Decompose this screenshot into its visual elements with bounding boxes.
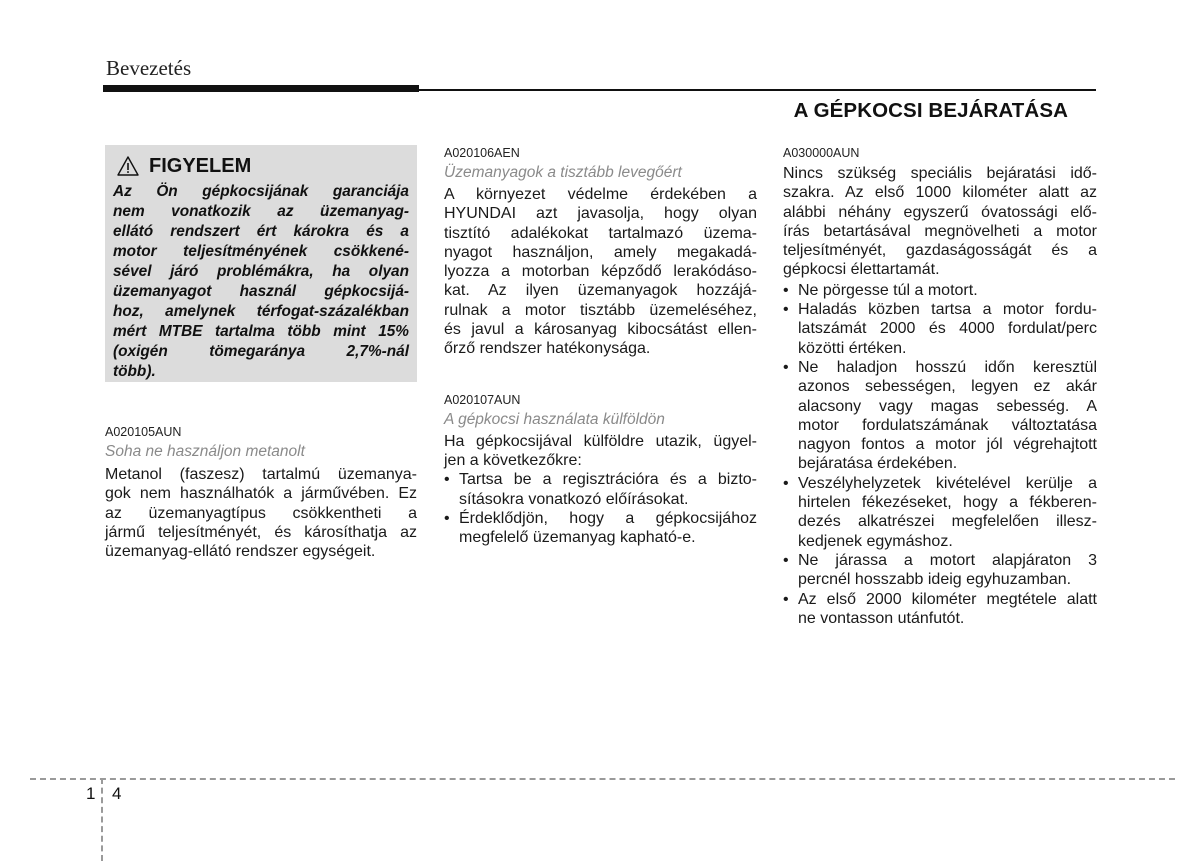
warning-line: hoz, amelynek térfogat-százalékban — [113, 303, 409, 320]
section-subtitle: Üzemanyagok a tisztább levegőért — [444, 164, 682, 181]
warning-triangle-icon — [117, 156, 139, 176]
text-line: Ha gépkocsijával külföldre utazik, ügyel- — [444, 432, 757, 450]
warning-box — [105, 145, 417, 382]
header-rule-thin — [419, 89, 1096, 91]
header-rule-thick — [103, 85, 419, 92]
section-subtitle: Soha ne használjon metanolt — [105, 443, 305, 460]
section-body — [783, 164, 1097, 280]
bullet-item — [783, 358, 1097, 474]
bullet-line: dezés alkatrészei megfelelően illesz- — [798, 513, 1097, 531]
section-body — [444, 185, 757, 359]
text-line: lyozza a motorban képződő lerakódáso- — [444, 263, 757, 281]
bullet-line: Ne haladjon hosszú időn keresztül — [798, 358, 1097, 376]
text-line: üzemanyag-ellátó rendszer egységeit. — [105, 543, 376, 561]
bullet-line: ne vontasson utánfutót. — [798, 609, 965, 627]
text-line: őrző rendszer hatékonysága. — [444, 340, 651, 358]
warning-line: sével járó problémákra, ha olyan — [113, 263, 409, 280]
text-line: és javul a károsanyag kibocsátást ellen- — [444, 321, 757, 339]
bullet-line: Ne pörgesse túl a motort. — [798, 281, 978, 299]
bullet-list — [783, 281, 1097, 628]
bullet-line: latszámát 2000 és 4000 fordulat/perc — [798, 320, 1097, 338]
bullet-icon: • — [783, 590, 789, 608]
text-line: rulnak a motor tisztább üzemeléséhez, — [444, 301, 757, 319]
bullet-line: Haladás közben tartsa a motor fordu- — [798, 301, 1097, 319]
text-line: írás betartásával megnövelheti a motor — [783, 222, 1097, 240]
bullet-line: percnél hosszabb ideig egyhuzamban. — [798, 571, 1072, 589]
bullet-icon: • — [783, 551, 789, 569]
text-line: alábbi néhány egyszerű óvatossági elő- — [783, 203, 1097, 221]
bullet-icon: • — [444, 471, 450, 489]
text-line: A környezet védelme érdekében a — [444, 186, 757, 203]
bullet-list — [444, 470, 757, 547]
bullet-icon: • — [783, 281, 789, 299]
bullet-item — [783, 300, 1097, 358]
bullet-line: hirtelen fékezéseket, hogy a fékberen- — [798, 494, 1097, 512]
text-line: gépkocsi élettartamát. — [783, 261, 940, 279]
section-code: A020106AEN — [444, 146, 520, 160]
text-line: tisztító adalékokat tartalmazó üzema- — [444, 224, 757, 242]
bullet-line: motor fordulatszámának változtatása — [798, 416, 1097, 434]
section-body — [105, 465, 417, 561]
bullet-item — [783, 474, 1097, 551]
text-line: HYUNDAI azt javasolja, hogy olyan — [444, 205, 757, 223]
warning-line: üzemanyagot használ gépkocsijá- — [113, 283, 409, 300]
bullet-icon: • — [783, 358, 789, 376]
text-line: az üzemanyagtípus csökkentheti a — [105, 504, 417, 522]
section-code: A020107AUN — [444, 392, 521, 407]
bullet-icon: • — [783, 474, 789, 492]
bullet-line: alacsony vagy magas sebesség. A — [798, 397, 1097, 415]
section-subtitle: A gépkocsi használata külföldön — [444, 410, 665, 428]
text-line: szakra. Az első 1000 kilométer alatt az — [783, 184, 1097, 202]
warning-line: több). — [113, 363, 156, 380]
warning-line: (oxigén tömegaránya 2,7%-nál — [113, 343, 409, 360]
text-line: gok nem használhatók a járművében. Ez — [105, 485, 417, 503]
bullet-item — [783, 551, 1097, 590]
column-left — [105, 145, 417, 561]
bullet-line: Veszélyhelyzetek kivételével kerülje a — [798, 474, 1097, 492]
text-line: Nincs szükség speciális bejáratási idő- — [783, 165, 1097, 182]
bullet-item — [444, 470, 757, 509]
bullet-line: megfelelő üzemanyag kapható-e. — [459, 529, 696, 547]
bullet-line: sításokra vonatkozó előírásokat. — [459, 490, 689, 508]
text-line: Metanol (faszesz) tartalmú üzemanya- — [105, 466, 417, 483]
bullet-icon: • — [444, 509, 450, 527]
text-line: kat. Az ilyen üzemanyagok hozzájá- — [444, 282, 757, 300]
column-right — [783, 145, 1097, 628]
warning-line: mért MTBE tartalma több mint 15% — [113, 323, 409, 340]
warning-line: ellátó rendszert ért károkra és a — [113, 223, 409, 240]
warning-line: nem vonatkozik az üzemanyag- — [113, 203, 409, 220]
warning-line: Az Ön gépkocsijának garanciája — [113, 183, 409, 200]
warning-title: FIGYELEM — [149, 154, 252, 177]
bullet-item — [444, 509, 757, 548]
text-line: nyagot használjon, amely megakadá- — [444, 243, 757, 261]
section-code: A020105AUN — [105, 425, 182, 439]
bullet-line: kedjenek egymáshoz. — [798, 532, 953, 550]
page-number: 4 — [112, 784, 122, 803]
bullet-line: bejáratása érdekében. — [798, 455, 958, 473]
section-code: A030000AUN — [783, 146, 860, 160]
page-header-title: Bevezetés — [106, 56, 192, 80]
bullet-item — [783, 590, 1097, 629]
section-title: A GÉPKOCSI BEJÁRATÁSA — [793, 99, 1068, 122]
footer-dashed-divider — [101, 778, 103, 861]
text-line: teljesítményét, gazdaságosságát és a — [783, 242, 1097, 260]
bullet-line: közötti értéken. — [798, 339, 907, 357]
warning-header — [117, 153, 409, 179]
chapter-number: 1 — [86, 784, 96, 803]
bullet-line: nagyon fontos a motor jól végrehajtott — [798, 436, 1097, 454]
text-line: jen a következőkre: — [444, 451, 582, 469]
bullet-icon: • — [783, 301, 789, 319]
bullet-item — [783, 281, 1097, 300]
bullet-line: Ne járassa a motort alapjáraton 3 — [798, 551, 1097, 569]
footer-dashed-rule — [30, 778, 1175, 780]
text-line: jármű teljesítményét, és károsíthatja az — [105, 523, 417, 541]
bullet-line: Érdeklődjön, hogy a gépkocsijához — [459, 509, 757, 527]
warning-text — [113, 182, 409, 382]
bullet-line: Tartsa be a regisztrációra és a bizto- — [459, 471, 757, 489]
column-middle — [444, 145, 757, 547]
bullet-line: azonos sebességen, legyen ez akár — [798, 378, 1097, 396]
bullet-line: Az első 2000 kilométer megtétele alatt — [798, 590, 1097, 608]
warning-line: motor teljesítményének csökkené- — [113, 243, 409, 260]
section-body — [444, 432, 757, 471]
